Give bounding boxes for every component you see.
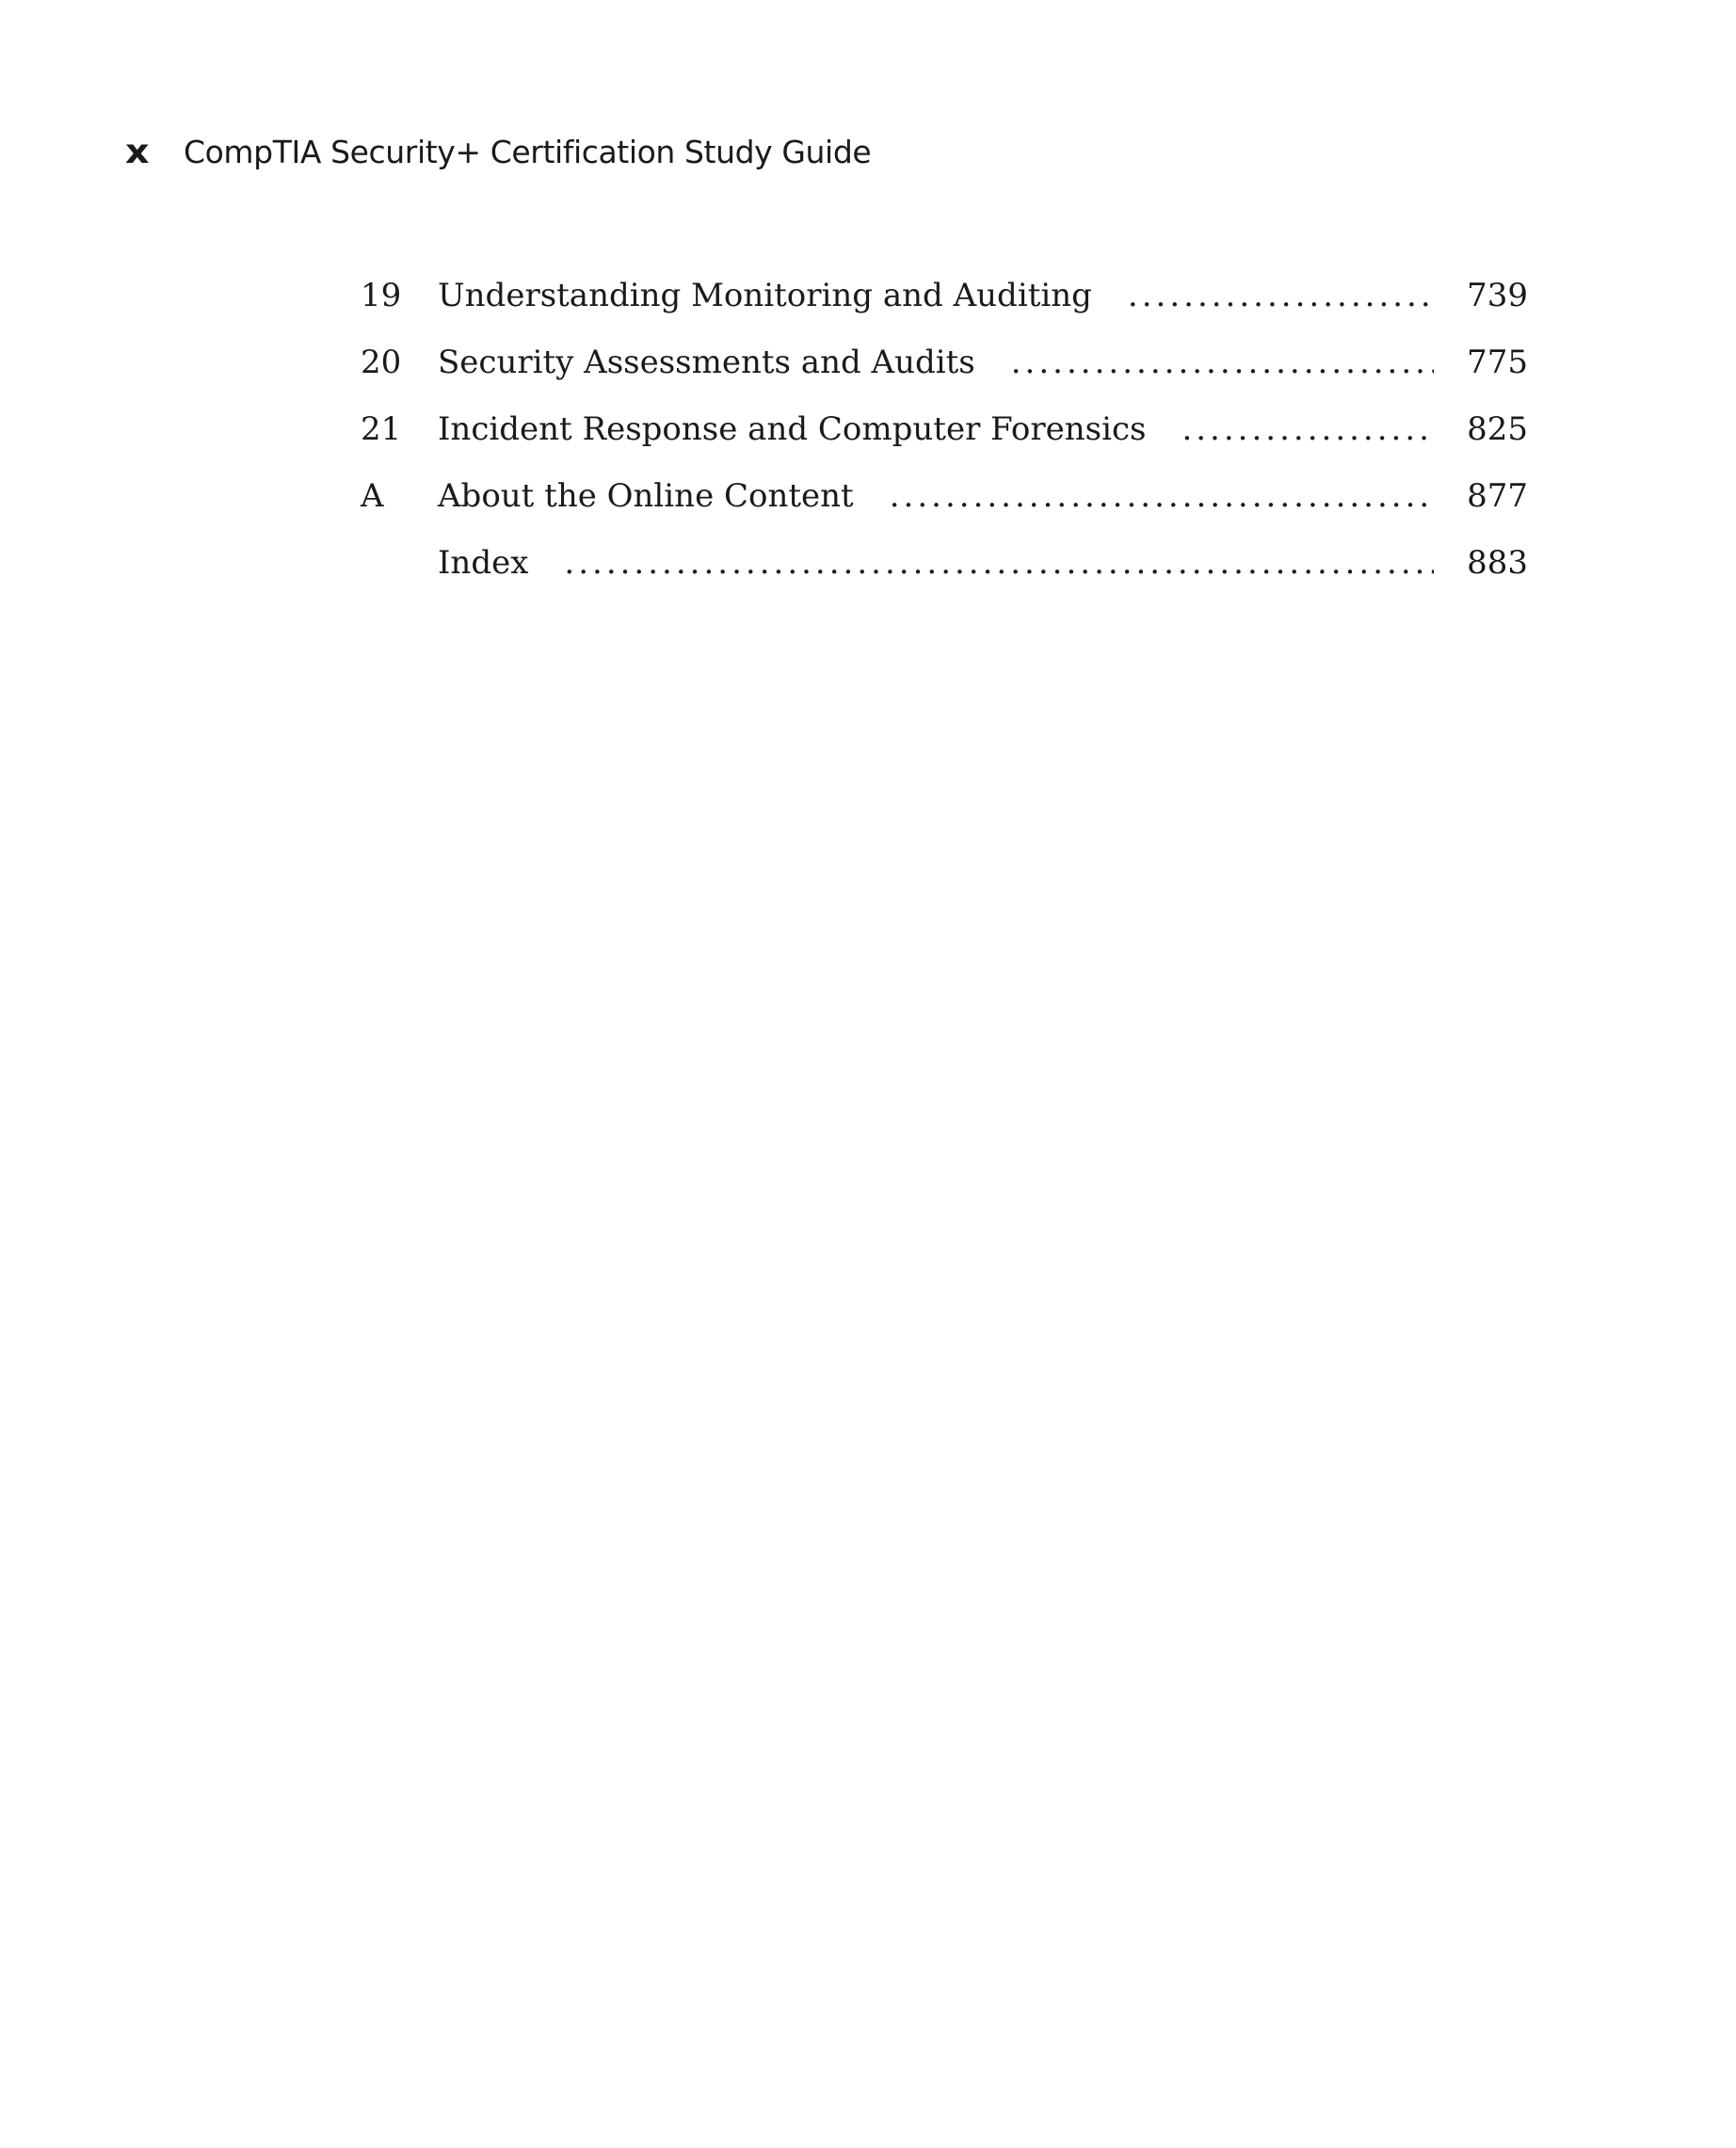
toc-entry-page: 775: [1467, 344, 1528, 381]
toc-entry-title: Index: [438, 544, 529, 582]
toc-entry-title: Understanding Monitoring and Auditing: [438, 277, 1092, 314]
book-title: CompTIA Security+ Certification Study Guide: [184, 133, 872, 170]
toc-entry-title: Security Assessments and Audits: [438, 344, 975, 381]
toc-entry-number: 20: [361, 344, 402, 381]
page-folio: x: [125, 132, 150, 171]
toc-entry-page: 825: [1467, 410, 1528, 448]
dot-leader: [1181, 410, 1434, 448]
toc-entry-page: 739: [1467, 277, 1528, 314]
toc-entry-title: About the Online Content: [438, 477, 854, 515]
toc-entry-index: [361, 544, 1528, 611]
toc-entry-chapter-19: [361, 277, 1528, 344]
dot-leader: [1011, 344, 1434, 381]
toc-entry-chapter-21: [361, 410, 1528, 477]
dot-leader: [564, 544, 1434, 582]
toc-entry-number: 19: [361, 277, 402, 314]
toc-entry-title: Incident Response and Computer Forensics: [438, 410, 1147, 448]
toc-entry-number: 21: [361, 410, 402, 448]
dot-leader: [1128, 277, 1434, 314]
dot-leader: [890, 477, 1434, 515]
table-of-contents: [361, 277, 1528, 611]
toc-entry-appendix-a: [361, 477, 1528, 544]
toc-entry-chapter-20: [361, 344, 1528, 410]
toc-entry-number: A: [361, 477, 384, 515]
toc-entry-page: 877: [1467, 477, 1528, 515]
running-head: [125, 128, 871, 175]
toc-entry-page: 883: [1467, 544, 1528, 582]
